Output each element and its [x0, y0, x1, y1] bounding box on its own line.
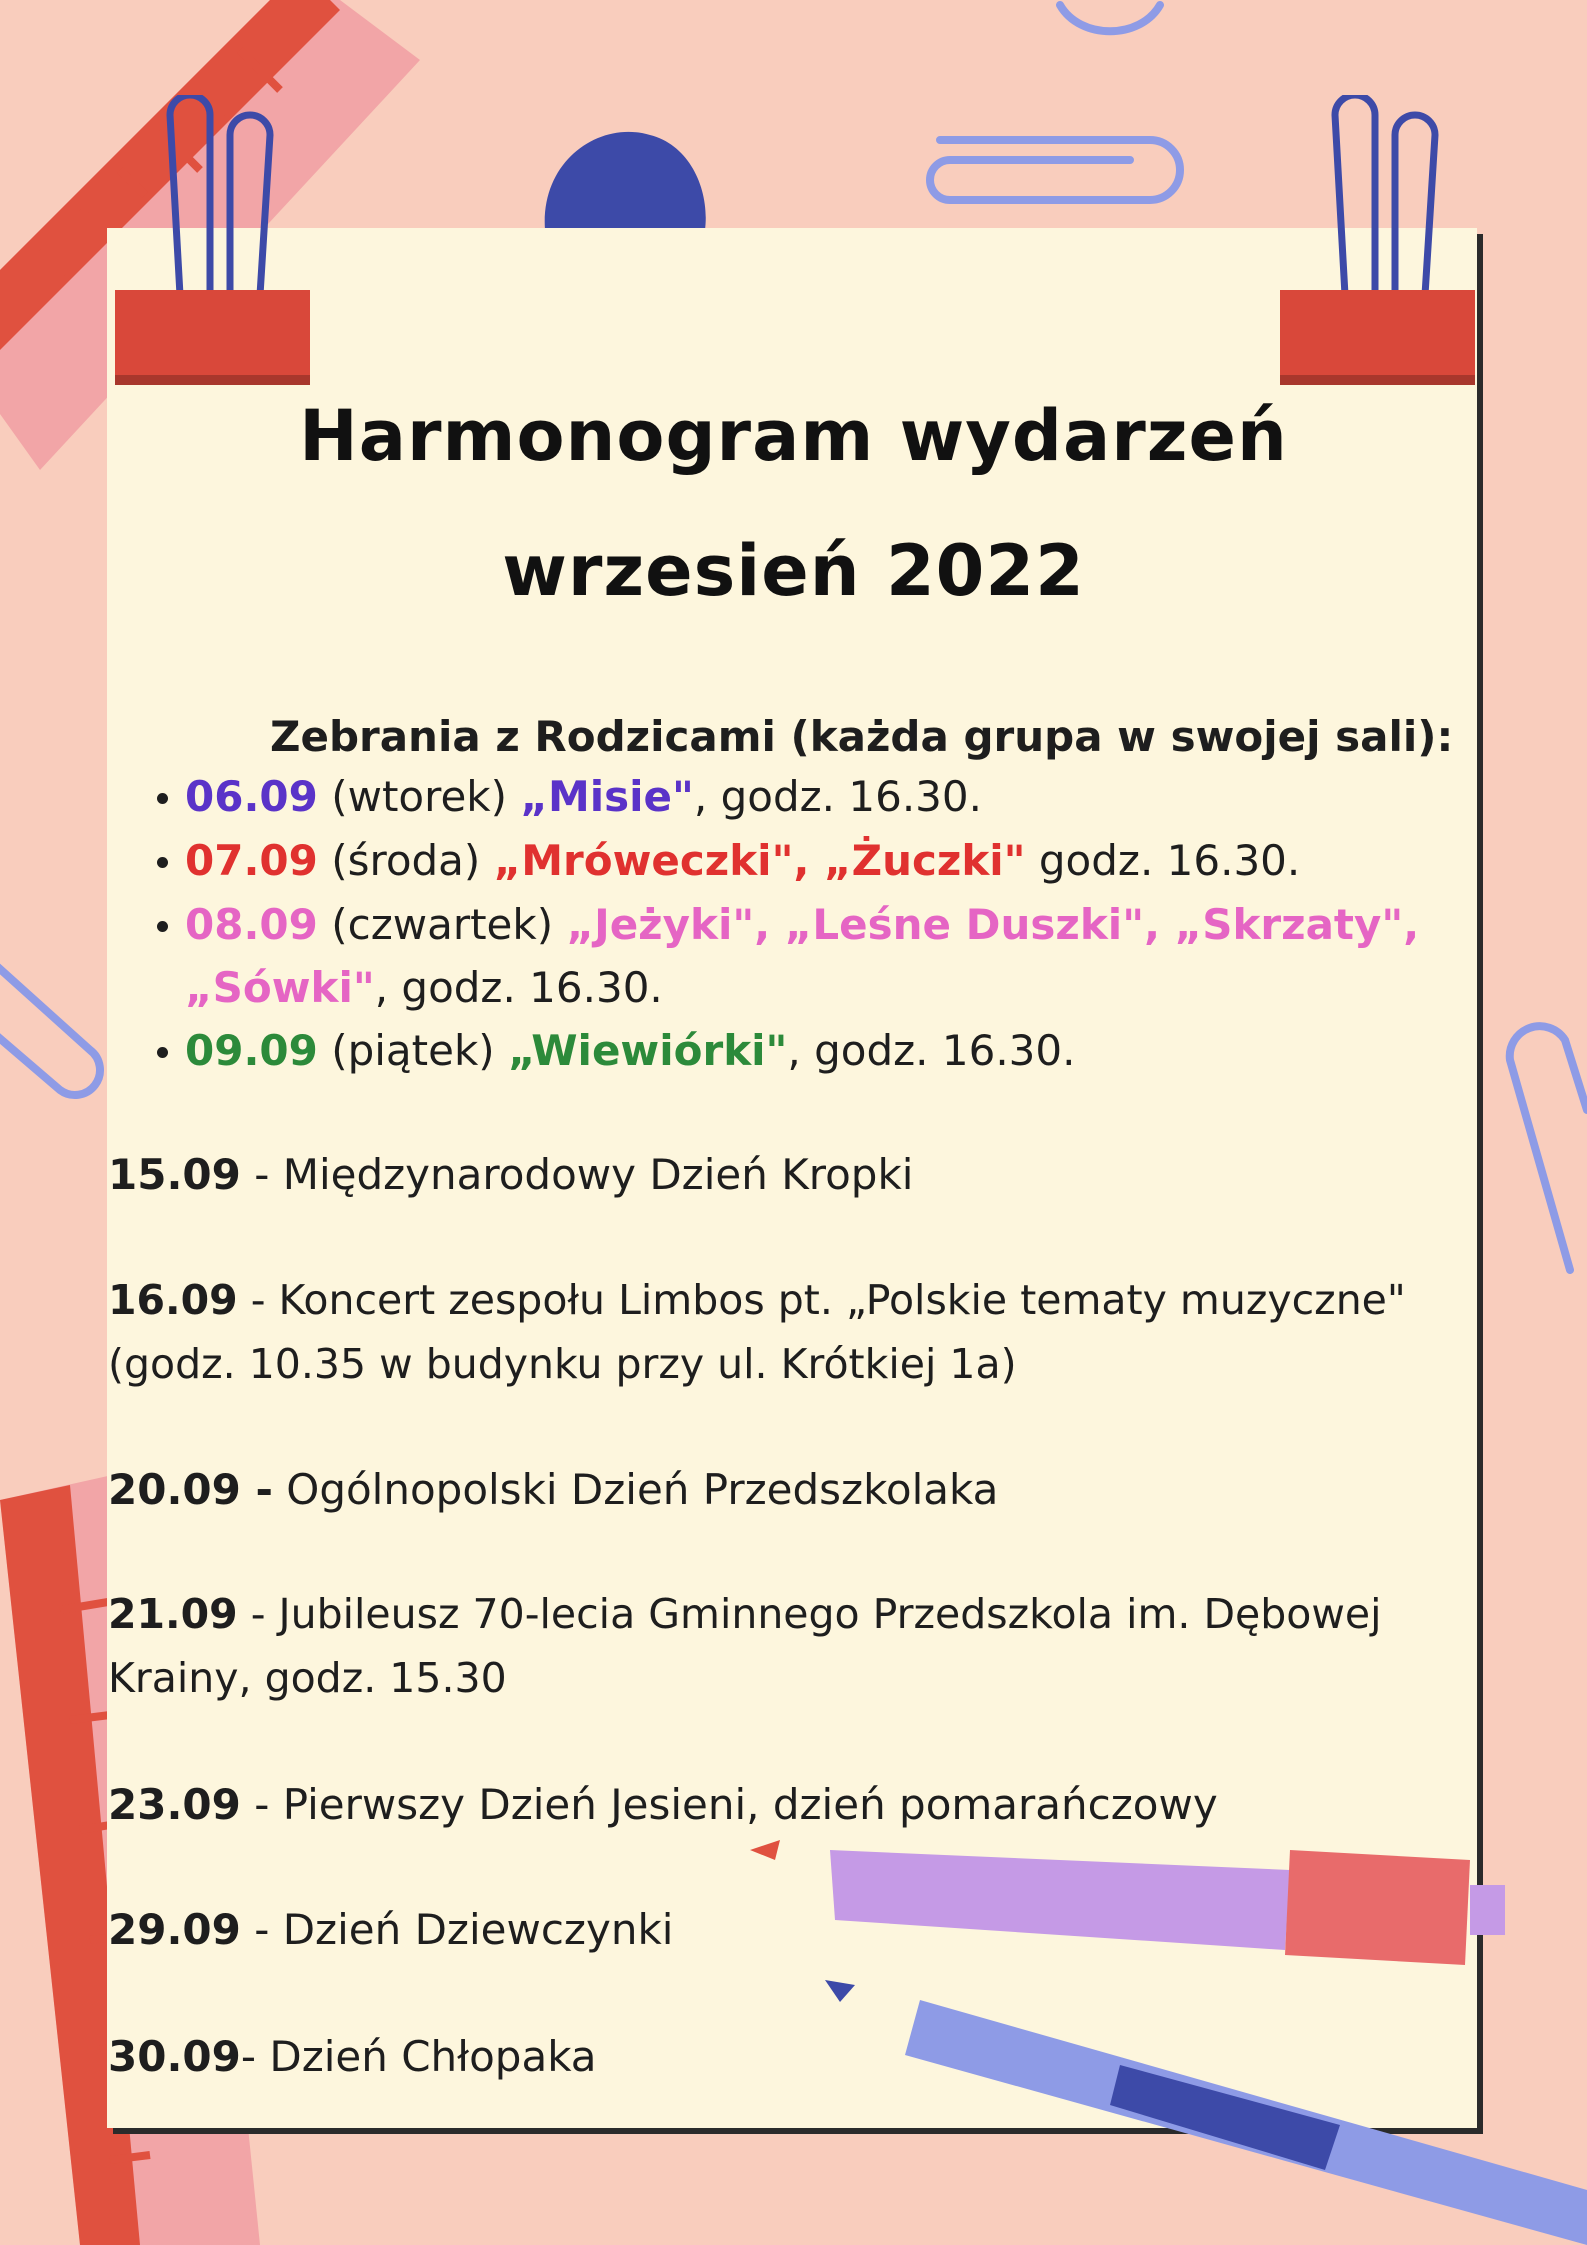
bullet-icon [157, 1047, 168, 1058]
meeting-day: (wtorek) [317, 772, 521, 821]
event-text: - Pierwszy Dzień Jesieni, dzień pomarańczowy [240, 1780, 1218, 1829]
meeting-date: 08.09 [185, 900, 318, 949]
meeting-time: , godz. 16.30. [693, 772, 982, 821]
page-subtitle: wrzesień 2022 [502, 530, 1085, 612]
event-text: - Koncert zespołu Limbos pt. „Polskie tematy muzyczne" [237, 1276, 1406, 1324]
page-title: Harmonogram wydarzeń [299, 395, 1288, 477]
meeting-item [185, 1026, 1075, 1075]
meeting-item-continued [185, 963, 663, 1012]
meeting-groups: „Jeżyki", „Leśne Duszki", „Skrzaty", [566, 900, 1420, 949]
event-item [108, 1465, 998, 1514]
event-item [108, 1276, 1406, 1324]
event-date: 20.09 - [108, 1465, 273, 1514]
pen-blue-illustration [820, 1980, 1587, 2245]
bullet-icon [157, 857, 168, 868]
meeting-groups: „Wiewiórki" [508, 1026, 788, 1075]
meeting-groups: „Sówki" [185, 963, 375, 1012]
binder-clip-left-icon [110, 95, 320, 395]
meeting-item [185, 900, 1419, 949]
event-text: - Międzynarodowy Dzień Kropki [240, 1150, 914, 1199]
meeting-day: (środa) [317, 836, 494, 885]
meeting-date: 06.09 [185, 772, 318, 821]
meeting-item [185, 772, 982, 821]
eraser-illustration [540, 120, 720, 230]
meeting-date: 09.09 [185, 1026, 318, 1075]
paperclip-right-icon [1490, 1000, 1587, 1300]
paperclip-top-small-icon [1050, 0, 1170, 40]
meeting-groups: „Mróweczki", „Żuczki" [493, 836, 1026, 885]
bullet-icon [157, 793, 168, 804]
event-item [108, 1780, 1218, 1829]
event-date: 23.09 [108, 1780, 241, 1829]
meeting-day: (piątek) [317, 1026, 509, 1075]
event-date: 16.09 [108, 1276, 238, 1324]
pen-purple-illustration [750, 1830, 1540, 1970]
event-date: 15.09 [108, 1150, 241, 1199]
bullet-icon [157, 921, 168, 932]
paperclip-top-icon [900, 120, 1190, 210]
event-item [108, 2032, 597, 2081]
event-date: 30.09 [108, 2032, 241, 2081]
event-text: - Dzień Dziewczynki [240, 1905, 674, 1954]
meeting-item [185, 836, 1300, 885]
meeting-time: , godz. 16.30. [374, 963, 663, 1012]
meeting-time: godz. 16.30. [1025, 836, 1301, 885]
event-item [108, 1905, 673, 1954]
meeting-date: 07.09 [185, 836, 318, 885]
event-text: - Dzień Chłopaka [240, 2032, 597, 2081]
meeting-time: , godz. 16.30. [787, 1026, 1076, 1075]
event-item-continued: Krainy, godz. 15.30 [108, 1654, 507, 1702]
binder-clip-right-icon [1275, 95, 1485, 395]
event-item [108, 1590, 1382, 1638]
event-item [108, 1150, 913, 1199]
event-date: 29.09 [108, 1905, 241, 1954]
event-item-continued: (godz. 10.35 w budynku przy ul. Krótkiej 1a) [108, 1340, 1017, 1388]
meetings-heading: Zebrania z Rodzicami (każda grupa w swojej sali): [270, 712, 1454, 761]
meeting-groups: „Misie" [520, 772, 694, 821]
event-text: - Jubileusz 70-lecia Gminnego Przedszkola im. Dębowej [237, 1590, 1382, 1638]
event-date: 21.09 [108, 1590, 238, 1638]
event-text: Ogólnopolski Dzień Przedszkolaka [272, 1465, 999, 1514]
meeting-day: (czwartek) [317, 900, 567, 949]
paperclip-left-icon [0, 940, 120, 1120]
